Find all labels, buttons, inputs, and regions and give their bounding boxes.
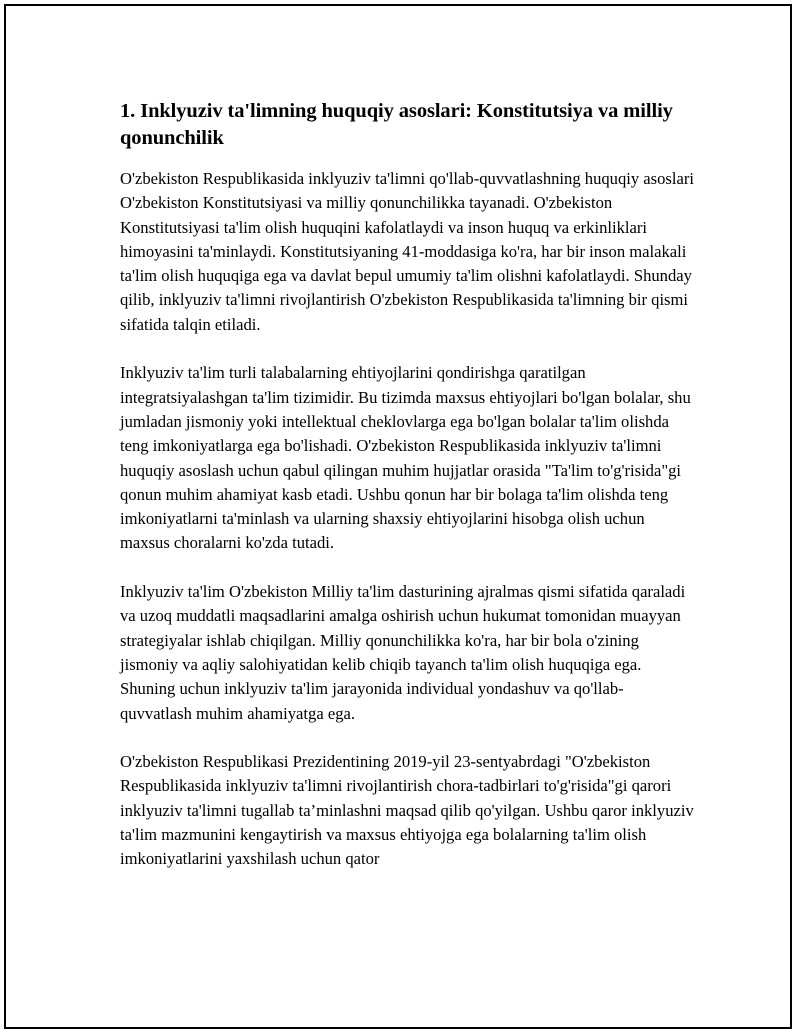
paragraph-3: Inklyuziv ta'lim O'zbekiston Milliy ta'lim dasturining ajralmas qismi sifatida qaraladi va uzoq muddatli maqsadlarini amalga oshirish uchun hukumat tomonidan muayyan strategiyalar ishlab chiqilgan. Milliy qonunchilikka ko'ra, har bir bola o'zining jismoniy va aqliy salohiyatidan kelib chiqib tayanch ta'lim olish huquqiga ega. Shuning uchun inklyuziv ta'lim jarayonida individual yondashuv va qo'llab-quvvatlash muhim ahamiyatga ega. <box>120 582 686 723</box>
document-body <box>120 98 694 872</box>
paragraph-4: O'zbekiston Respublikasi Prezidentining 2019-yil 23-sentyabrdagi "O'zbekiston Respublikasida inklyuziv ta'limni rivojlantirish chora-tadbirlari to'g'risida"gi qarori inklyuziv ta'limni tugallab ta’minlashni maqsad qilib qo'yilgan. Ushbu qaror inklyuziv ta'lim mazmunini kengaytirish va maxsus ehtiyojga ega bolalarning ta'lim olish imkoniyatlarini yaxshilash uchun qator <box>120 752 694 869</box>
document-page <box>4 4 792 1029</box>
section-heading: 1. Inklyuziv ta'limning huquqiy asoslari: Konstitutsiya va milliy qonunchilik <box>120 100 673 149</box>
paragraph-1: O'zbekiston Respublikasida inklyuziv ta'limni qo'llab-quvvatlashning huquqiy asoslari O'zbekiston Konstitutsiyasi va milliy qonunchilikka tayanadi. O'zbekiston Konstitutsiyasi ta'lim olish huquqini kafolatlaydi va inson huquq va erkinliklari himoyasini ta'minlaydi. Konstitutsiyaning 41-moddasiga ko'ra, har bir inson malakali ta'lim olish huquqiga ega va davlat bepul umumiy ta'lim olishni kafolatlaydi. Shunday qilib, inklyuziv ta'limni rivojlantirish O'zbekiston Respublikasida ta'limning bir qismi sifatida talqin etiladi. <box>120 169 694 334</box>
paragraph-2: Inklyuziv ta'lim turli talabalarning ehtiyojlarini qondirishga qaratilgan integratsiyalashgan ta'lim tizimidir. Bu tizimda maxsus ehtiyojlari bo'lgan bolalar, shu jumladan jismoniy yoki intellektual cheklovlarga ega bo'lgan bolalar ta'lim olishda teng imkoniyatlarga ega bo'lishadi. O'zbekiston Respublikasida inklyuziv ta'limni huquqiy asoslash uchun qabul qilingan muhim hujjatlar orasida "Ta'lim to'g'risida"gi qonun muhim ahamiyat kasb etadi. Ushbu qonun har bir bolaga ta'lim olishda teng imkoniyatlarni ta'minlash va ularning shaxsiy ehtiyojlarini hisobga olish uchun maxsus choralarni ko'zda tutadi. <box>120 363 691 553</box>
